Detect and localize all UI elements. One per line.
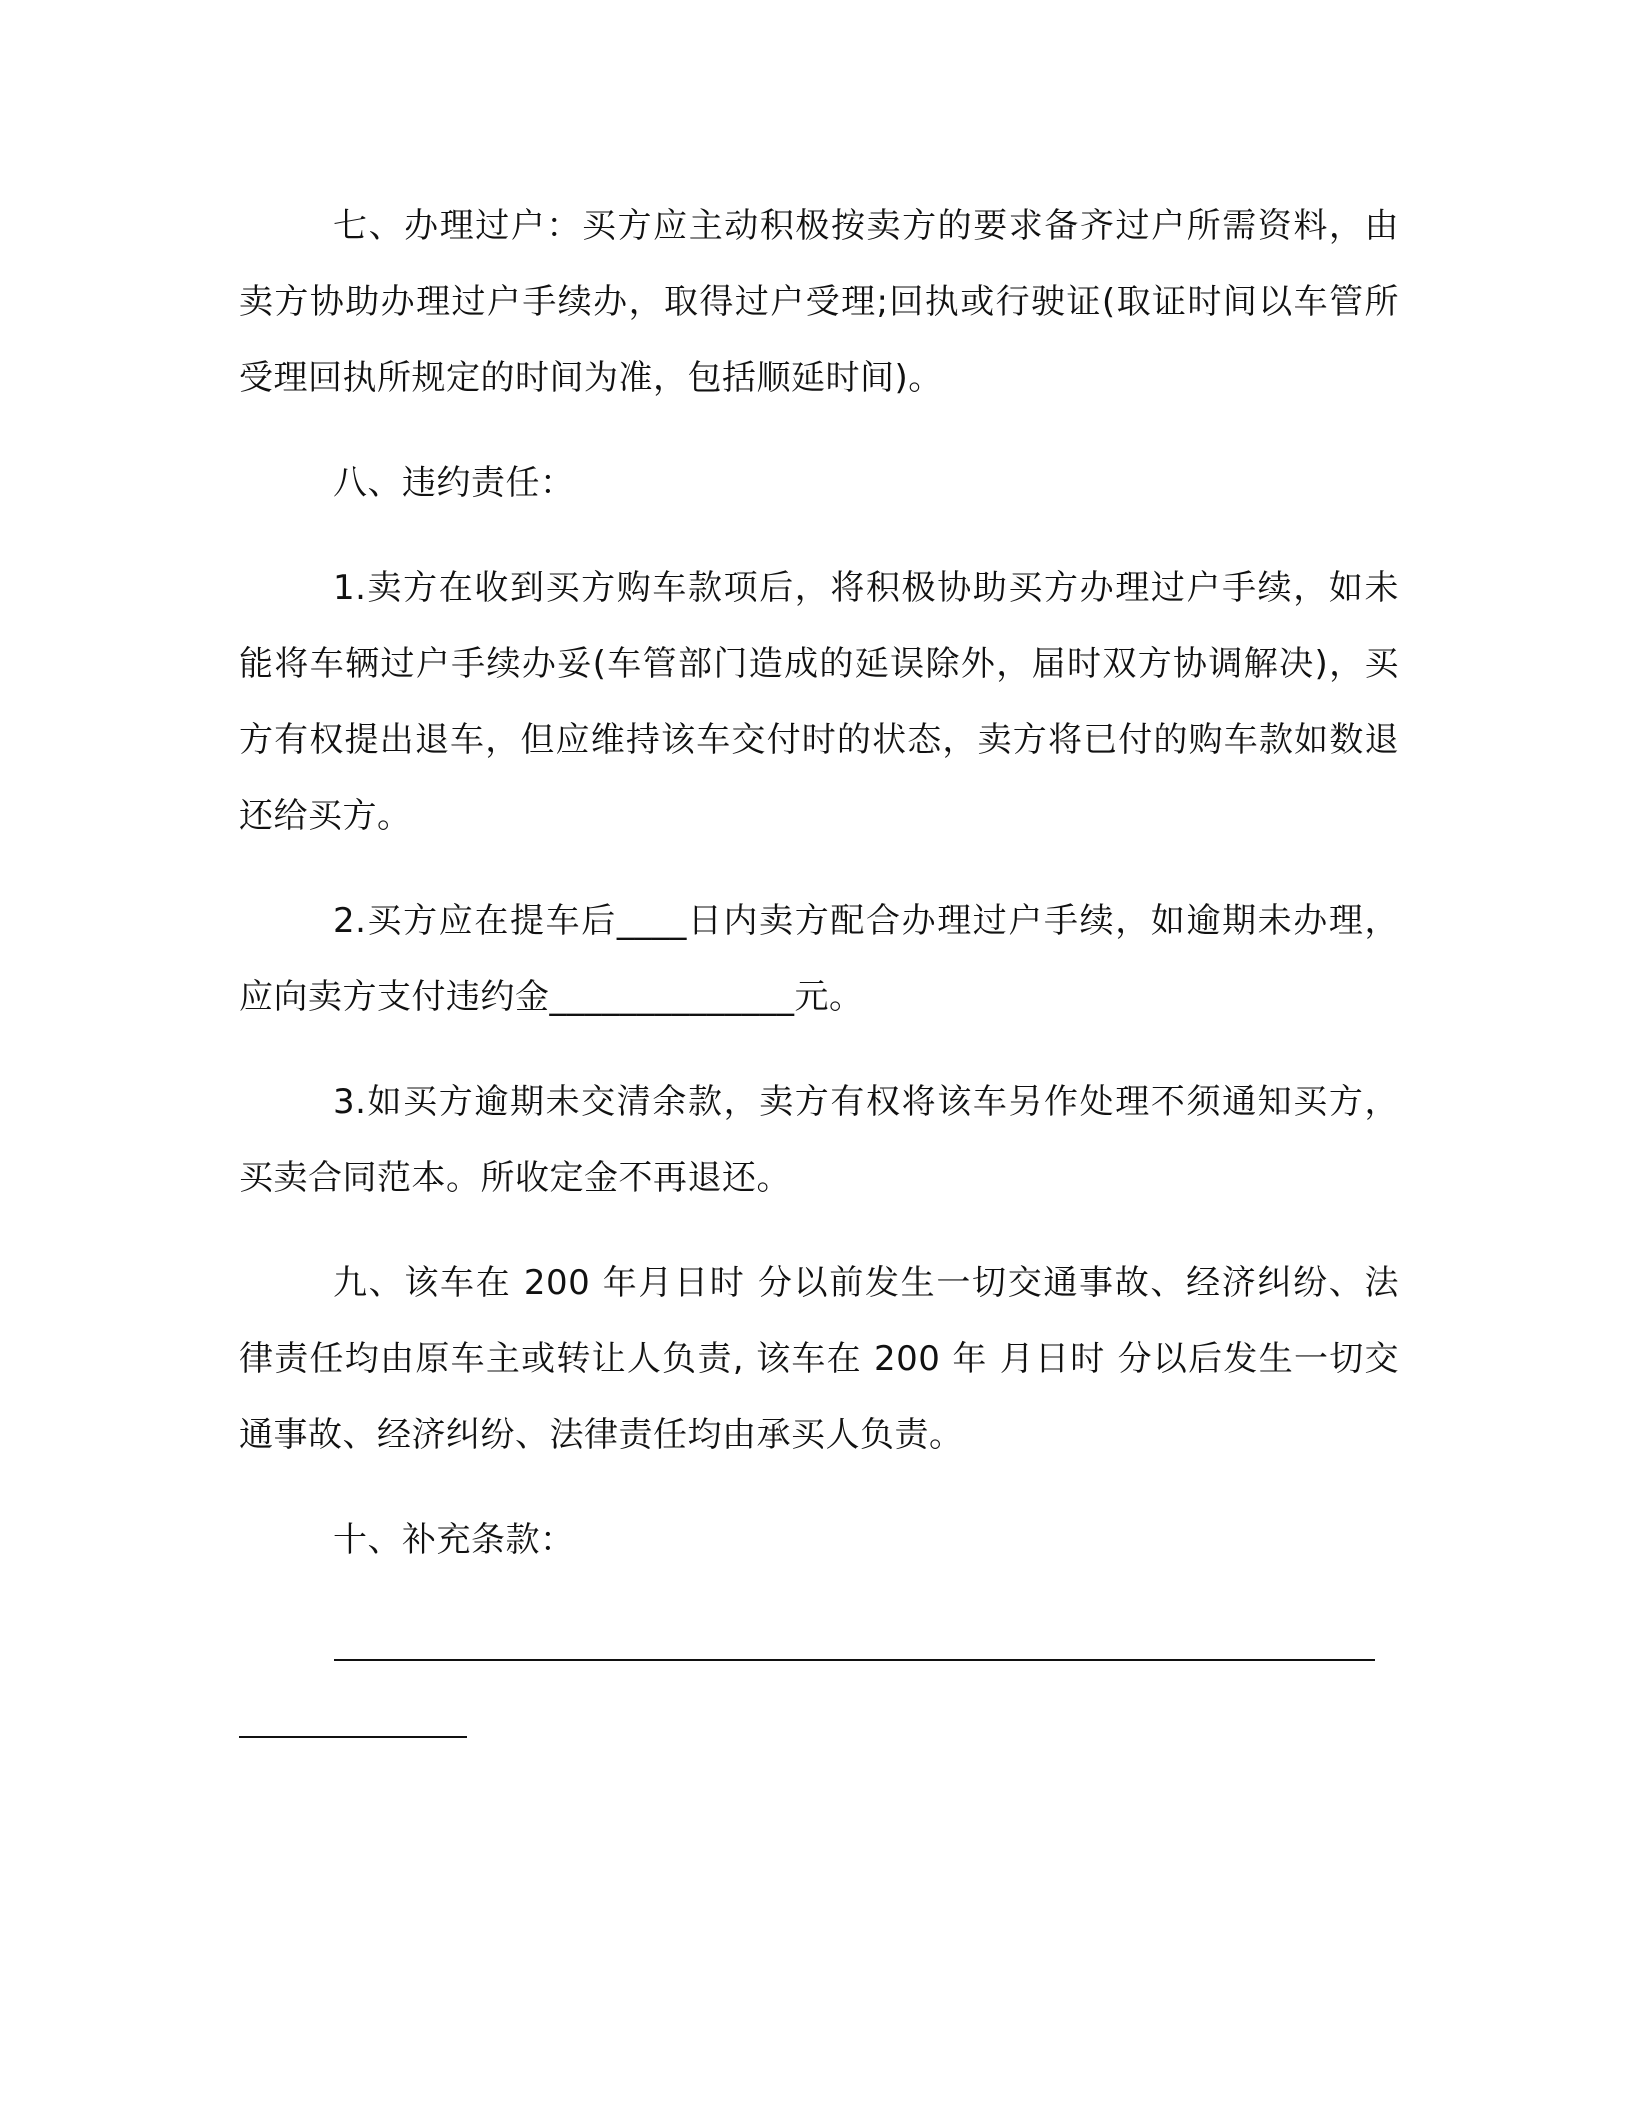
- clause-8-item-3: 3.如买方逾期未交清余款，卖方有权将该车另作处理不须通知买方，买卖合同范本。所收定金不再退还。: [239, 1082, 1399, 1198]
- clause-10-heading: 十、补充条款：: [333, 1520, 575, 1560]
- document-body: [239, 188, 1399, 1578]
- clause-9-liability: 九、该车在 200 年月日时 分以前发生一切交通事故、经济纠纷、法律责任均由原车主或转让人负责, 该车在 200 年 月日时 分以后发生一切交通事故、经济纠纷、法律责任均由承买人负责。: [239, 1263, 1399, 1455]
- clause-7-transfer: 七、办理过户：买方应主动积极按卖方的要求备齐过户所需资料，由卖方协助办理过户手续办，取得过户受理;回执或行驶证(取证时间以车管所受理回执所规定的时间为准，包括顺延时间)。: [239, 206, 1399, 398]
- supplementary-blank-line-1: [334, 1659, 1375, 1661]
- clause-8-item-2: 2.买方应在提车后____日内卖方配合办理过户手续，如逾期未办理，应向卖方支付违约金______________元。: [239, 901, 1399, 1017]
- clause-8-item-1: 1.卖方在收到买方购车款项后，将积极协助买方办理过户手续，如未能将车辆过户手续办妥(车管部门造成的延误除外，届时双方协调解决)，买方有权提出退车，但应维持该车交付时的状态，卖方将已付的购车款如数退还给买方。: [239, 568, 1399, 836]
- supplementary-blank-line-2: [239, 1736, 467, 1738]
- clause-8-heading: 八、违约责任：: [333, 463, 575, 503]
